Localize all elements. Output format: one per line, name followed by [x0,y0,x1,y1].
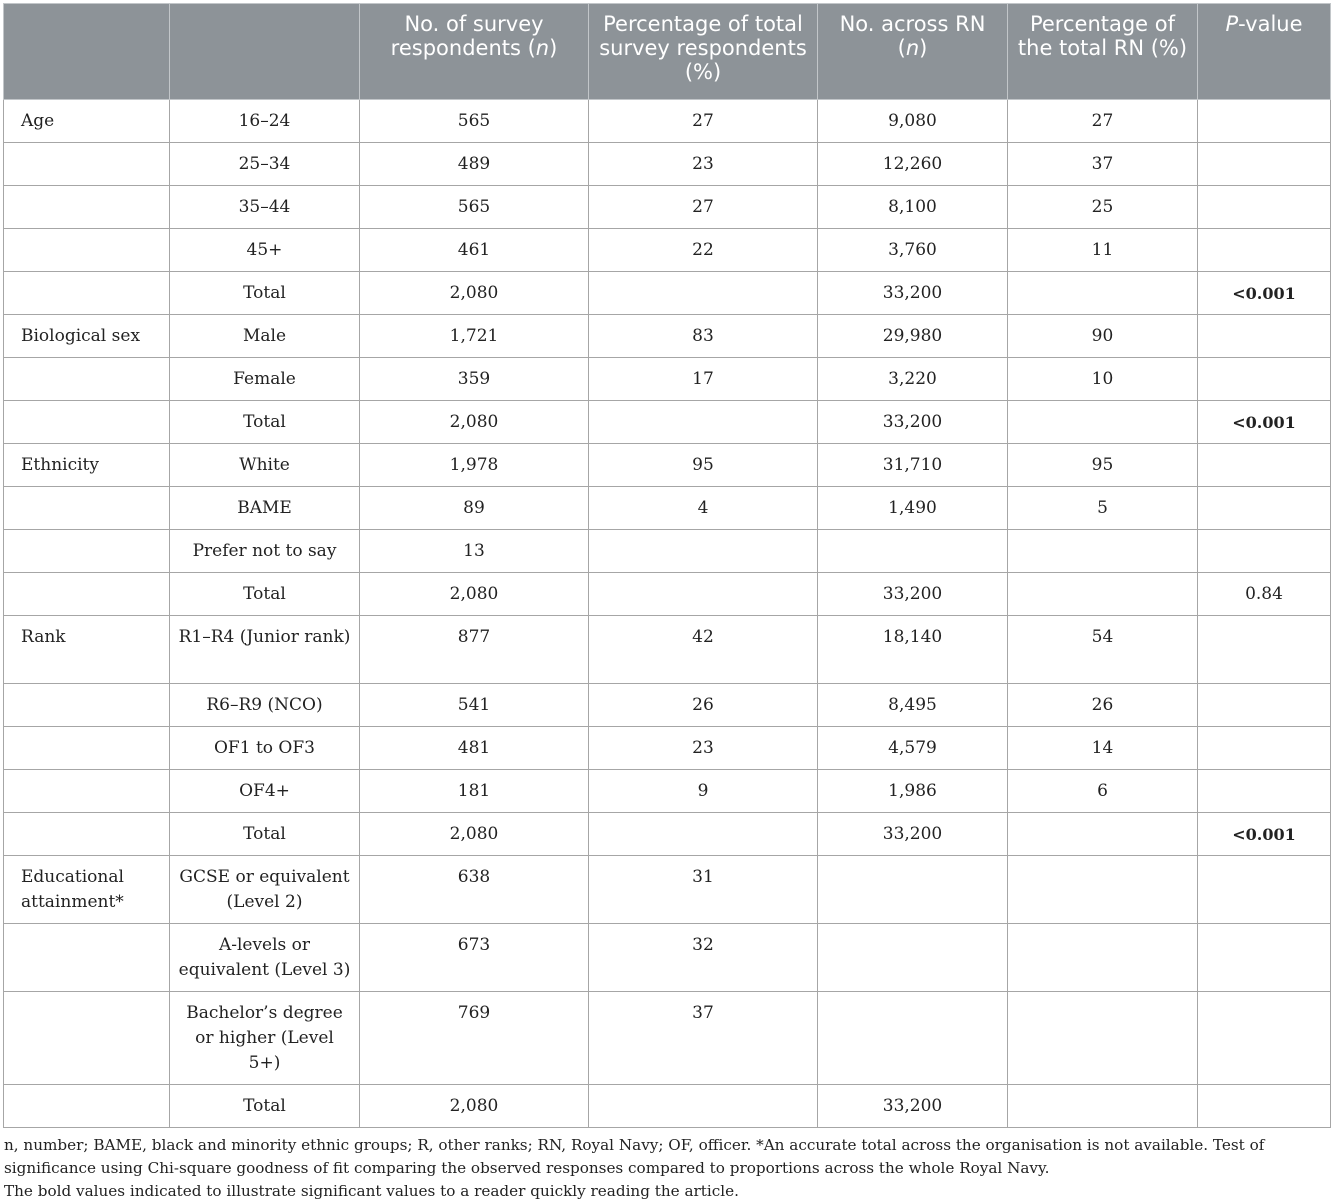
survey-percent-cell: 37 [589,992,818,1085]
header-trailing-text: ) [549,36,558,60]
rn-count-cell: 33,200 [818,573,1008,616]
category-cell: Biological sex [4,315,170,358]
table-row [4,727,1331,770]
table-row [4,229,1331,272]
p-value-cell: <0.001 [1198,272,1331,315]
group-cell: OF4+ [170,770,360,813]
rn-percent-cell [1008,856,1198,924]
table-row [4,143,1331,186]
p-value-cell [1198,229,1331,272]
p-value-cell [1198,1085,1331,1128]
rn-percent-cell: 90 [1008,315,1198,358]
rn-count-cell [818,856,1008,924]
survey-count-cell: 673 [360,924,589,992]
rn-percent-cell: 25 [1008,186,1198,229]
p-value-cell [1198,444,1331,487]
table-row [4,530,1331,573]
table-row [4,616,1331,684]
header-category [4,4,170,100]
category-cell: Age [4,100,170,143]
group-cell: Total [170,272,360,315]
category-cell [4,358,170,401]
survey-percent-cell [589,573,818,616]
header-rn-pct [1008,4,1198,100]
survey-count-cell: 877 [360,616,589,684]
rn-percent-cell: 14 [1008,727,1198,770]
survey-percent-cell [589,1085,818,1128]
category-cell: Educational attainment* [4,856,170,924]
rn-percent-cell: 11 [1008,229,1198,272]
header-rn-n [818,4,1008,100]
rn-percent-cell [1008,272,1198,315]
rn-count-cell: 31,710 [818,444,1008,487]
rn-percent-cell [1008,573,1198,616]
survey-count-cell: 565 [360,186,589,229]
category-cell [4,530,170,573]
p-value-cell [1198,358,1331,401]
survey-count-cell: 1,721 [360,315,589,358]
group-cell: 45+ [170,229,360,272]
category-cell [4,143,170,186]
header-text: Percentage of the total RN (%) [1017,12,1188,60]
survey-percent-cell [589,813,818,856]
table-body [4,100,1331,1128]
p-value-cell: 0.84 [1198,573,1331,616]
group-cell: BAME [170,487,360,530]
group-cell: Total [170,401,360,444]
footnote-abbreviations: n, number; BAME, black and minority ethnic groups; R, other ranks; RN, Royal Navy; OF, officer. *An accurate total across the organisation is not available. Test of significance using Chi-square goodness of fit comparing the observed responses compared to proportions across the whole Royal Navy. [4,1136,1265,1177]
rn-count-cell: 3,760 [818,229,1008,272]
survey-count-cell: 2,080 [360,573,589,616]
table-row [4,186,1331,229]
table-row [4,401,1331,444]
rn-count-cell: 12,260 [818,143,1008,186]
rn-count-cell: 33,200 [818,1085,1008,1128]
table-footnotes [3,1134,1330,1203]
survey-percent-cell: 22 [589,229,818,272]
group-cell: 25–34 [170,143,360,186]
category-cell: Rank [4,616,170,684]
group-cell: Total [170,813,360,856]
rn-count-cell: 8,495 [818,684,1008,727]
demographics-table [3,3,1331,1128]
group-cell: Male [170,315,360,358]
p-value-cell [1198,684,1331,727]
header-row [4,4,1331,100]
survey-count-cell: 13 [360,530,589,573]
category-cell [4,770,170,813]
survey-percent-cell: 95 [589,444,818,487]
category-cell [4,1085,170,1128]
survey-percent-cell: 17 [589,358,818,401]
group-cell: Female [170,358,360,401]
rn-count-cell: 33,200 [818,813,1008,856]
table-row [4,315,1331,358]
survey-percent-cell [589,272,818,315]
group-cell: White [170,444,360,487]
p-value-cell [1198,487,1331,530]
rn-count-cell [818,530,1008,573]
survey-percent-cell: 9 [589,770,818,813]
survey-count-cell: 481 [360,727,589,770]
group-cell: OF1 to OF3 [170,727,360,770]
survey-percent-cell: 23 [589,727,818,770]
header-text: No. of survey respondents ( [390,12,544,60]
rn-count-cell: 3,220 [818,358,1008,401]
rn-count-cell: 8,100 [818,186,1008,229]
survey-percent-cell: 27 [589,100,818,143]
category-cell [4,272,170,315]
survey-percent-cell: 83 [589,315,818,358]
survey-percent-cell: 32 [589,924,818,992]
rn-percent-cell [1008,992,1198,1085]
category-cell [4,229,170,272]
table-row [4,770,1331,813]
rn-percent-cell [1008,813,1198,856]
header-survey-pct [589,4,818,100]
rn-count-cell: 4,579 [818,727,1008,770]
header-group [170,4,360,100]
table-row [4,100,1331,143]
table-row [4,358,1331,401]
rn-count-cell [818,992,1008,1085]
survey-count-cell: 2,080 [360,813,589,856]
rn-count-cell: 33,200 [818,401,1008,444]
table-header [4,4,1331,100]
table-row [4,992,1331,1085]
rn-percent-cell: 10 [1008,358,1198,401]
category-cell [4,684,170,727]
rn-percent-cell: 37 [1008,143,1198,186]
group-cell: GCSE or equivalent (Level 2) [170,856,360,924]
group-cell: Prefer not to say [170,530,360,573]
header-text: No. across RN ( [839,12,986,60]
rn-count-cell [818,924,1008,992]
header-italic-text: n [535,36,550,60]
rn-count-cell: 1,986 [818,770,1008,813]
rn-count-cell: 18,140 [818,616,1008,684]
category-cell [4,813,170,856]
survey-count-cell: 541 [360,684,589,727]
survey-count-cell: 769 [360,992,589,1085]
group-cell: Bachelor’s degree or higher (Level 5+) [170,992,360,1085]
group-cell: R6–R9 (NCO) [170,684,360,727]
p-value-cell [1198,992,1331,1085]
header-trailing-text: ) [919,36,928,60]
rn-percent-cell [1008,924,1198,992]
p-value-cell [1198,856,1331,924]
rn-percent-cell [1008,1085,1198,1128]
group-cell: Total [170,1085,360,1128]
category-cell [4,401,170,444]
table-row [4,487,1331,530]
p-value-cell [1198,727,1331,770]
category-cell [4,727,170,770]
category-cell [4,573,170,616]
header-survey-n [360,4,589,100]
table-row [4,924,1331,992]
p-value-cell [1198,616,1331,684]
p-value-cell: <0.001 [1198,401,1331,444]
rn-percent-cell [1008,401,1198,444]
survey-count-cell: 461 [360,229,589,272]
p-value-cell [1198,315,1331,358]
rn-count-cell: 29,980 [818,315,1008,358]
survey-count-cell: 1,978 [360,444,589,487]
p-value-cell [1198,143,1331,186]
group-cell: A-levels or equivalent (Level 3) [170,924,360,992]
table-row [4,813,1331,856]
rn-count-cell: 9,080 [818,100,1008,143]
survey-percent-cell: 31 [589,856,818,924]
p-value-cell [1198,100,1331,143]
table-row [4,684,1331,727]
survey-count-cell: 2,080 [360,1085,589,1128]
rn-count-cell: 1,490 [818,487,1008,530]
header-trailing-text: -value [1238,12,1303,36]
group-cell: R1–R4 (Junior rank) [170,616,360,684]
page [3,3,1330,1203]
rn-percent-cell: 54 [1008,616,1198,684]
p-value-cell [1198,530,1331,573]
table-row [4,444,1331,487]
table-row [4,856,1331,924]
survey-count-cell: 181 [360,770,589,813]
rn-percent-cell: 5 [1008,487,1198,530]
survey-count-cell: 565 [360,100,589,143]
category-cell [4,924,170,992]
rn-percent-cell: 26 [1008,684,1198,727]
survey-percent-cell [589,530,818,573]
survey-percent-cell: 26 [589,684,818,727]
group-cell: 16–24 [170,100,360,143]
survey-percent-cell: 42 [589,616,818,684]
table-row [4,272,1331,315]
group-cell: Total [170,573,360,616]
survey-percent-cell [589,401,818,444]
rn-percent-cell: 95 [1008,444,1198,487]
survey-percent-cell: 27 [589,186,818,229]
survey-count-cell: 2,080 [360,401,589,444]
rn-percent-cell: 6 [1008,770,1198,813]
p-value-cell [1198,770,1331,813]
survey-count-cell: 638 [360,856,589,924]
table-row [4,573,1331,616]
header-text: Percentage of total survey respondents (%) [599,12,807,84]
survey-percent-cell: 23 [589,143,818,186]
p-value-cell [1198,186,1331,229]
header-p-value [1198,4,1331,100]
category-cell: Ethnicity [4,444,170,487]
rn-percent-cell [1008,530,1198,573]
p-value-cell: <0.001 [1198,813,1331,856]
header-italic-text: n [905,36,920,60]
rn-count-cell: 33,200 [818,272,1008,315]
survey-percent-cell: 4 [589,487,818,530]
survey-count-cell: 489 [360,143,589,186]
group-cell: 35–44 [170,186,360,229]
footnote-bold-note: The bold values indicated to illustrate significant values to a reader quickly reading the article. [4,1182,739,1200]
p-value-cell [1198,924,1331,992]
survey-count-cell: 359 [360,358,589,401]
category-cell [4,487,170,530]
survey-count-cell: 2,080 [360,272,589,315]
header-italic-text: P [1225,12,1239,36]
category-cell [4,186,170,229]
category-cell [4,992,170,1085]
table-row [4,1085,1331,1128]
survey-count-cell: 89 [360,487,589,530]
rn-percent-cell: 27 [1008,100,1198,143]
